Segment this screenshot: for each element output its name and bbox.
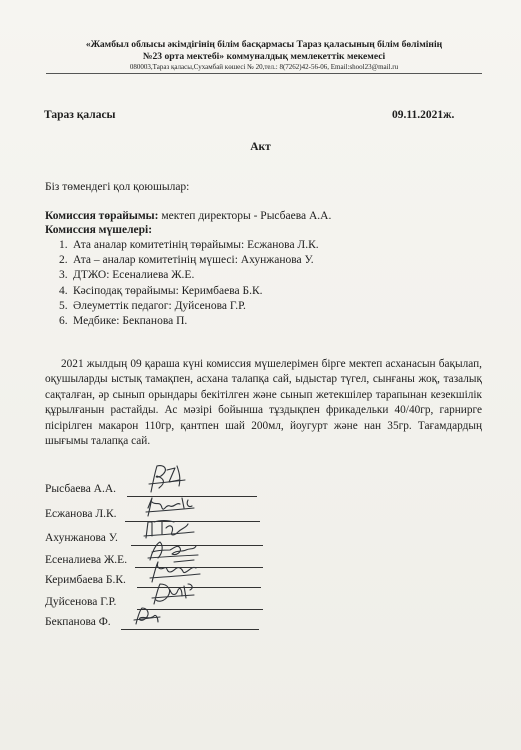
- signatory-name: Есжанова Л.К.: [45, 508, 117, 520]
- intro-line: Біз төмендегі қол қоюшылар:: [45, 181, 190, 193]
- signatory-name: Бекпанова Ф.: [45, 616, 111, 628]
- signatory-name: Керимбаева Б.К.: [45, 574, 126, 586]
- signatory-name: Ахунжанова У.: [45, 532, 118, 544]
- signature-bekpanova: [128, 604, 164, 628]
- document-date: 09.11.2021ж.: [392, 109, 455, 121]
- signatory-name: Дуйсенова Г.Р.: [45, 596, 117, 608]
- commission-chair: [45, 210, 331, 222]
- signature-rysbayeva: [145, 462, 193, 498]
- act-body: 2021 жылдың 09 қараша күні комиссия мүшелерімен бірге мектеп асханасын бақылап, оқушыларды ыстық тамақпен, асхана талапқа сай, ыдыстар түгел, сынғаны жоқ, тазалық сақталған, әр сынып орындары бекітілген және сынып жетекшілер тарапынан кезекшілік құрылғанын растайды. Ас мәзірі бойынша тұздықпен фрикадельки 40/40гр, гарнирге пісірілген макарон 110гр, қантпен шай 200мл, йоугурт және нан 35гр. Тағамдардың шығымы талапқа сай.: [45, 358, 482, 448]
- letterhead: [40, 39, 488, 63]
- list-item: 3. ДТЖО: Есеналиева Ж.Е.: [59, 269, 195, 282]
- letterhead-divider: [46, 73, 482, 74]
- list-item: 6. Медбике: Бекпанова П.: [59, 315, 188, 328]
- document-title: Акт: [250, 141, 271, 153]
- signatory-name: Рысбаева А.А.: [45, 483, 117, 495]
- letterhead-contact: 080003,Тараз қаласы,Сухамбай көшесі № 20,тел.: 8(7262)42-56-06, Email:shool23@mail.ru: [129, 63, 399, 71]
- members-heading: Комиссия мүшелері:: [45, 224, 153, 236]
- members-list: [45, 238, 319, 329]
- city: Тараз қаласы: [44, 109, 116, 121]
- list-item: 4. Кәсіподақ төрайымы: Керимбаева Б.К.: [59, 284, 263, 297]
- letterhead-line-1: «Жамбыл облысы әкімдігінің білім басқармасы Тараз қаласының білім бөлімінің: [85, 39, 443, 50]
- list-item: 5. Әлеуметтік педагог: Дуйсенова Г.Р.: [59, 299, 246, 312]
- list-item: 1. Ата аналар комитетінің төрайымы: Есжанова Л.К.: [59, 239, 319, 251]
- signature-line: [121, 629, 259, 630]
- chair-value: мектеп директоры - Рысбаева А.А.: [158, 210, 332, 222]
- signatory-name: Есеналиева Ж.Е.: [45, 554, 128, 566]
- list-item: 2. Ата – аналар комитетінің мүшесі: Ахунжанова У.: [59, 254, 314, 267]
- letterhead-line-2: №23 орта мектебі» коммуналдық мемлекеттік мекемесі: [142, 51, 386, 62]
- chair-label: Комиссия төрайымы:: [45, 210, 159, 222]
